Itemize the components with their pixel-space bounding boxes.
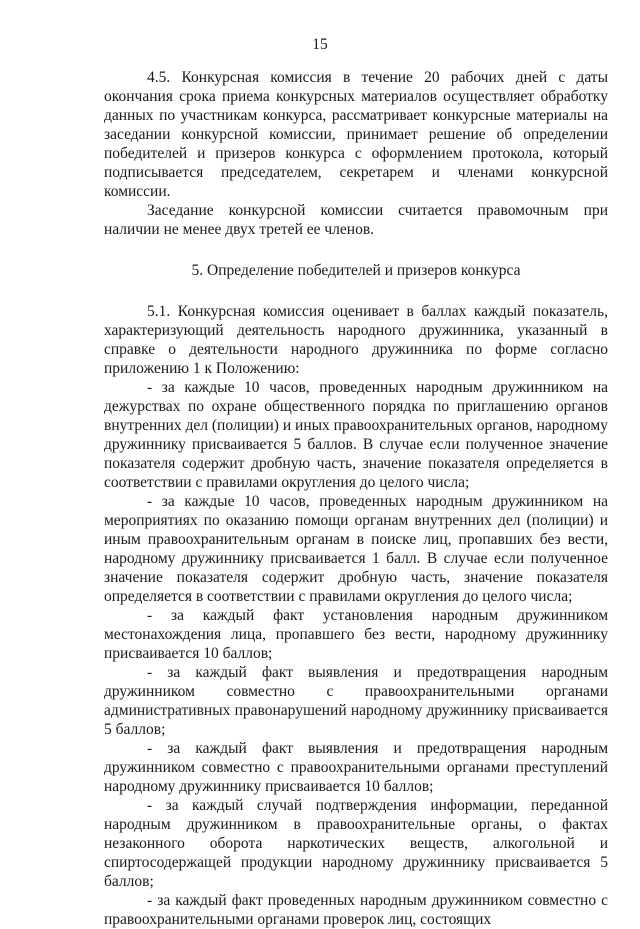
section-heading: 5. Определение победителей и призеров конкурса bbox=[191, 262, 521, 279]
paragraph-quorum: Заседание конкурсной комиссии считается правомочным при наличии не менее двух третей ее членов. bbox=[104, 202, 608, 238]
list-item: - за каждый факт выявления и предотвращения народным дружинником совместно с правоохранительными органами административных правонарушений народному дружиннику присваивается 5 баллов; bbox=[104, 664, 608, 738]
document-body bbox=[104, 68, 608, 929]
paragraph-4-5: 4.5. Конкурсная комиссия в течение 20 рабочих дней с даты окончания срока приема конкурсных материалов осуществляет обработку данных по участникам конкурса, рассматривает конкурсные материалы на заседании конкурсной комиссии, принимает решение об определении победителей и призеров конкурса с оформлением протокола, который подписывается председателем, секретарем и членами конкурсной комиссии. bbox=[104, 69, 608, 200]
list-item: - за каждый случай подтверждения информации, переданной народным дружинником в правоохранительные органы, о фактах незаконного оборота наркотических веществ, алкогольной и спиртосодержащей продукции народному дружиннику присваивается 5 баллов; bbox=[104, 797, 608, 890]
list-item: - за каждые 10 часов, проведенных народным дружинником на мероприятиях по оказанию помощи органам внутренних дел (полиции) и иным правоохранительным органам в поиске лиц, пропавших без вести, народному дружиннику присваивается 1 балл. В случае если полученное значение показателя содержит дробную часть, значение показателя определяется в соответствии с правилами округления до целого числа; bbox=[104, 493, 608, 605]
list-item: - за каждый факт проведенных народным дружинником совместно с правоохранительными органами проверок лиц, состоящих bbox=[104, 892, 608, 928]
list-item: - за каждые 10 часов, проведенных народным дружинником на дежурствах по охране общественного порядка по приглашению органов внутренних дел (полиции) и иных правоохранительных органов, народному дружиннику присваивается 5 баллов. В случае если полученное значение показателя содержит дробную часть, значение показателя определяется в соответствии с правилами округления до целого числа; bbox=[104, 379, 608, 491]
page-number: 15 bbox=[312, 36, 328, 53]
list-item: - за каждый факт установления народным дружинником местонахождения лица, пропавшего без вести, народному дружиннику присваивается 10 баллов; bbox=[104, 607, 608, 662]
list-item: - за каждый факт выявления и предотвращения народным дружинником совместно с правоохранительными органами преступлений народному дружиннику присваивается 10 баллов; bbox=[104, 740, 608, 795]
paragraph-5-1: 5.1. Конкурсная комиссия оценивает в баллах каждый показатель, характеризующий деятельность народного дружинника, указанный в справке о деятельности народного дружинника по форме согласно приложению 1 к Положению: bbox=[104, 303, 608, 377]
